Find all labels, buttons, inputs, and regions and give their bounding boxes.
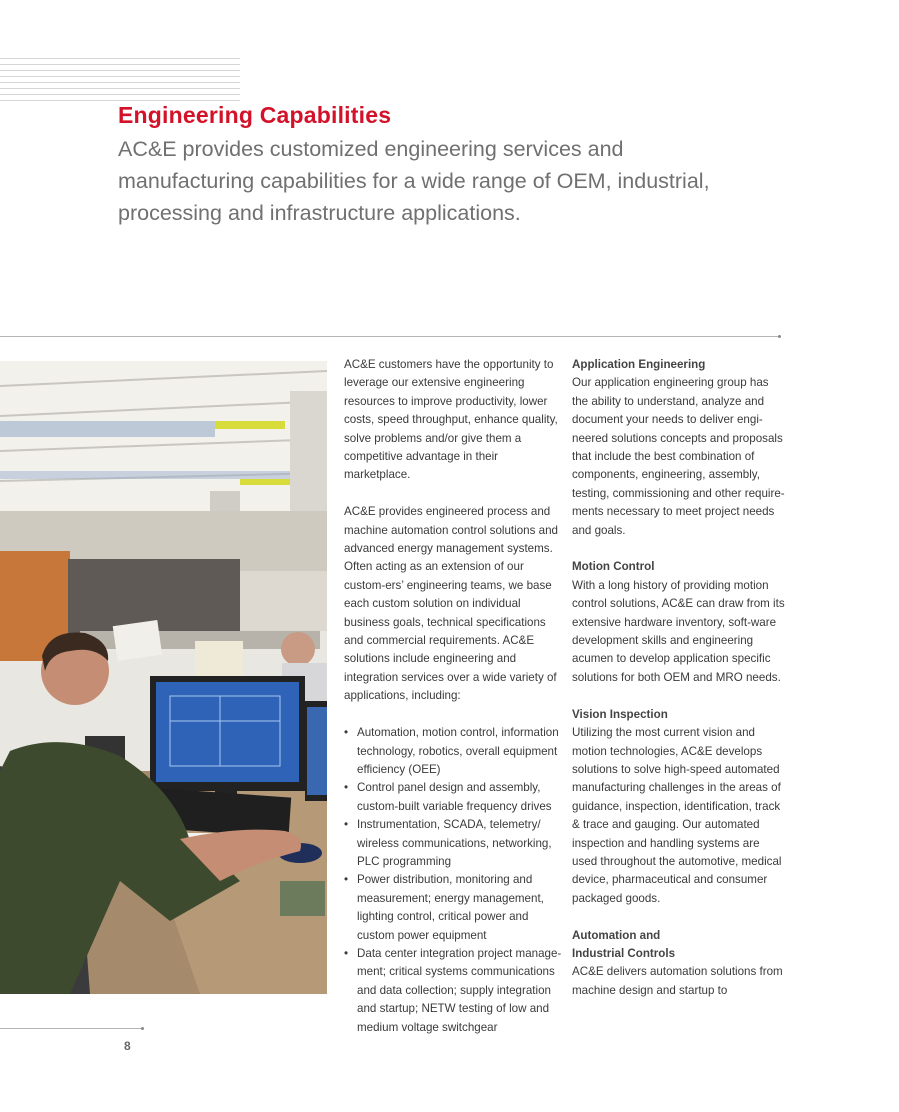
bullet-icon: • — [344, 818, 349, 832]
list-item: • Automation, motion control, information technology, robotics, overall equipment efficiency (OEE) — [344, 726, 559, 776]
bullet-icon: • — [344, 781, 349, 795]
section-body-motion-control: With a long history of providing motion control solutions, AC&E can draw from its extensive hardware inventory, soft-ware development skills and engineering acumen to develop application specific solutions for both OEM and MRO needs. — [572, 578, 785, 684]
text-column-right — [572, 356, 787, 1019]
page-number: 8 — [124, 1039, 131, 1053]
bullet-icon: • — [344, 726, 349, 740]
text-column-left — [344, 356, 562, 1037]
intro-paragraph: AC&E customers have the opportunity to leverage our extensive engineering resources to improve productivity, lower costs, speed throughput, enhance quality, solve problems and/or give them a competitive advantage in their marketplace. — [344, 358, 558, 482]
page-title: Engineering Capabilities — [118, 102, 392, 128]
section-divider — [0, 336, 779, 337]
office-engineer-photo — [0, 361, 327, 994]
section-heading-automation: Automation and Industrial Controls — [572, 928, 676, 960]
footer-divider — [0, 1028, 142, 1029]
list-item: • Data center integration project manage-ment; critical systems communications and data collection; supply integration and startup; NETW testing of low and medium voltage switchgear — [344, 946, 562, 1034]
section-body-vision-inspection: Utilizing the most current vision and motion technologies, AC&E develops solutions to solve high-speed automated manufacturing challenges in the areas of guidance, inspection, identification, track & trace and gauging. Our automated inspection and handling systems are used throughout the automotive, medical device, pharmaceutical and consumer packaged goods. — [572, 726, 782, 905]
section-body-application-engineering: Our application engineering group has the ability to understand, analyze and document your needs to deliver engi-neered solutions concepts and proposals that include the best combination of components, engineering, assembly, testing, commissioning and other require-ments necessary to meet project needs and goals. — [572, 376, 785, 537]
solutions-paragraph: AC&E provides engineered process and machine automation control solutions and advanced energy management systems. Often acting as an extension of our custom-ers’ engineering teams, we base each custom solution on individual business goals, technical specifications and commercial requirements. AC&E solutions include engineering and integration services over a wide variety of applications, including: — [344, 505, 558, 703]
bullet-icon: • — [344, 946, 349, 960]
section-heading-application-engineering: Application Engineering — [572, 358, 706, 371]
page-subtitle: AC&E provides customized engineering services and manufacturing capabilities for a wide range of OEM, industrial, processing and infrastructure applications. — [118, 137, 710, 225]
list-item: • Instrumentation, SCADA, telemetry/ wireless communications, networking, PLC programming — [344, 818, 552, 868]
list-item: • Power distribution, monitoring and measurement; energy management, lighting control, critical power and custom power equipment — [344, 873, 544, 942]
list-item: • Control panel design and assembly, custom-built variable frequency drives — [344, 781, 552, 813]
applications-list — [344, 724, 562, 1037]
section-heading-vision-inspection: Vision Inspection — [572, 707, 668, 721]
section-body-automation: AC&E delivers automation solutions from machine design and startup to — [572, 965, 783, 997]
section-heading-motion-control: Motion Control — [572, 560, 655, 574]
bullet-icon: • — [344, 873, 349, 887]
